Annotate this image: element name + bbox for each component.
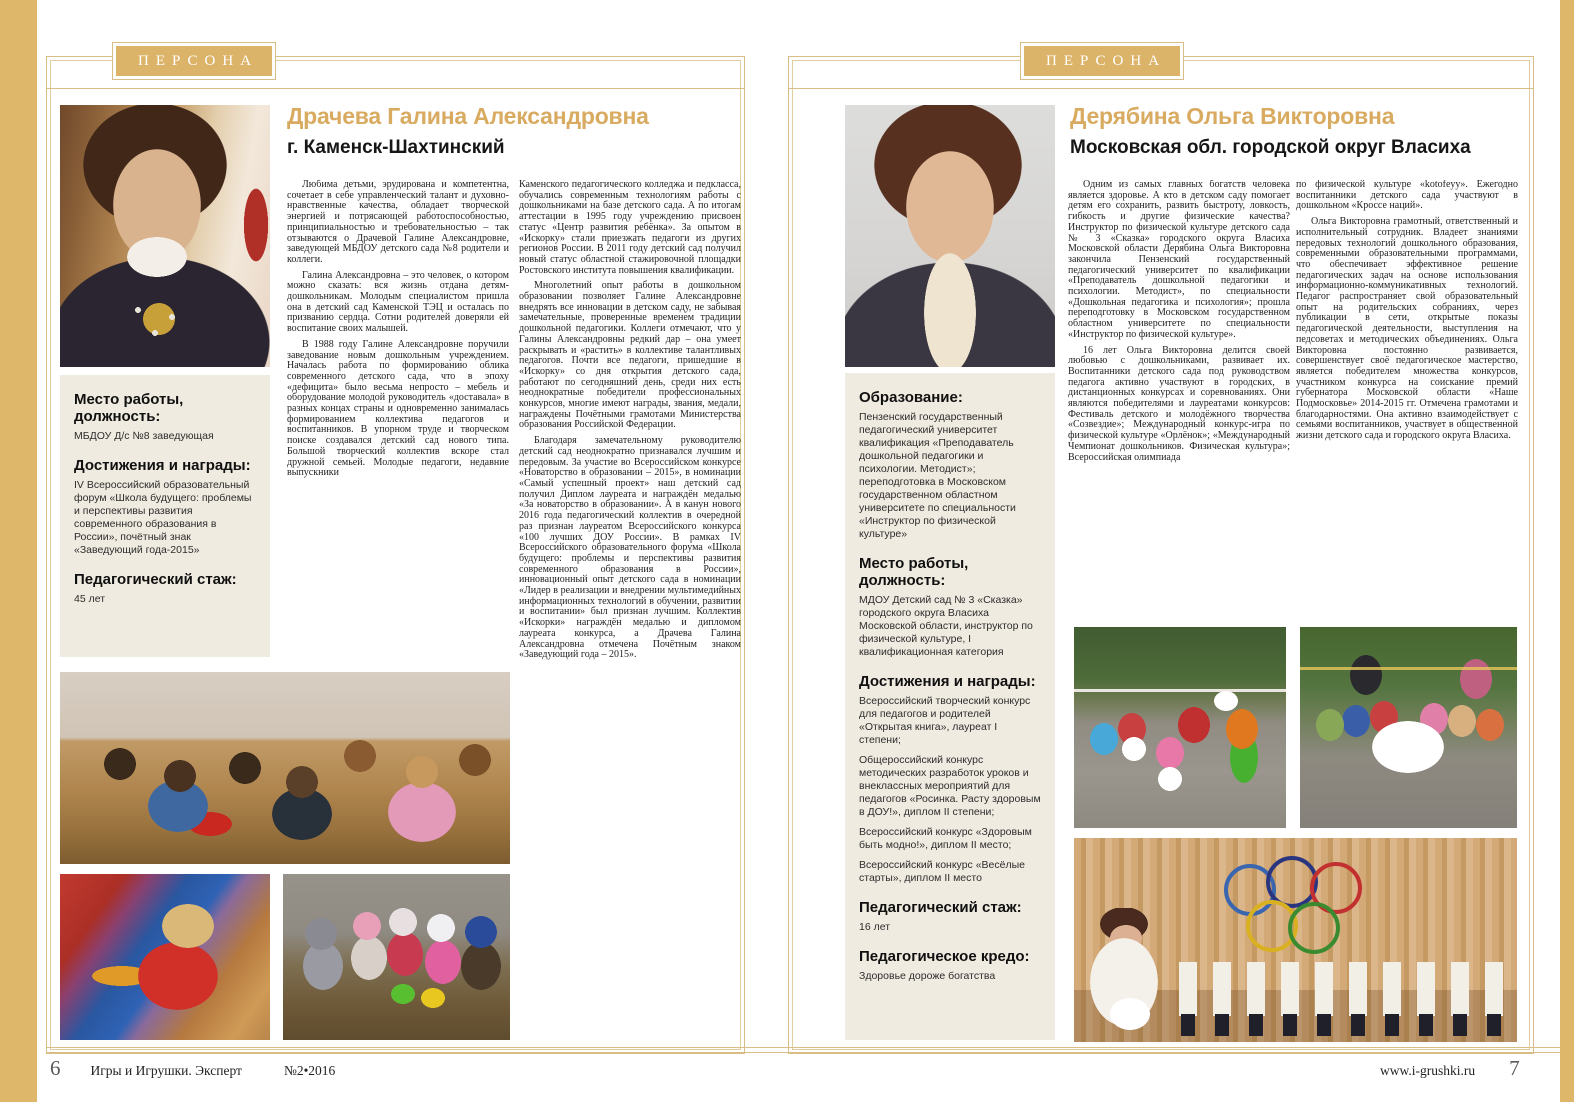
photo-boy-puzzle: [60, 874, 270, 1040]
portrait-photo-drachyova: [60, 105, 270, 367]
info-sidebar-right: [845, 373, 1055, 1040]
sidebar-heading-education: Образование:: [859, 389, 963, 406]
sidebar-award-item: Всероссийский творческий конкурс для педагогов и родителей «Открытая книга», лауреат I степени;: [859, 695, 1031, 746]
footer-rule: [46, 1047, 1560, 1053]
photo-children-classroom: [60, 672, 510, 864]
photo-cross-country-run: [1074, 627, 1286, 828]
section-badge-left: [112, 42, 276, 80]
header-rule-left: [46, 88, 744, 89]
section-badge-label: ПЕРСОНА: [1024, 46, 1180, 76]
website-url: www.i-grushki.ru: [1380, 1063, 1476, 1078]
info-sidebar-left: [60, 375, 270, 657]
body-paragraph: по физической культуре «kotofeyy». Ежегодно воспитанники детского сада участвуют в дошкольном «Кроссе наций».: [1296, 180, 1518, 212]
portrait-photo-deryabina: [845, 105, 1055, 367]
sidebar-value-work: МБДОУ Д/с №8 заведующая: [74, 430, 214, 442]
body-paragraph: Галина Александровна – это человек, о котором можно сказать: вся жизнь отдана детям-дошкольникам. Молодым специалистом пришла она в детский сад Каменской ТЭЦ и осталась по призванию сердца. Сотни родителей доверяли ей воспитание своих малышей.: [287, 269, 509, 335]
body-paragraph: В 1988 году Галине Александровне поручили заведование новым дошкольным учреждением. Началась работа по формированию облика современного детского сада, что в эпоху «дефицита» было весьма непросто – мебель и оборудование молодой руководитель «доставала» в разных концах страны и одновременно занималась формированием коллектива педагогов и воспитанников. В упорном труде и творческом поиске создавался детский сад нового типа. Большой творческий коллектив вскоре стал дружной семьей. Молодые педагоги, недавние выпускники: [287, 338, 509, 479]
sidebar-heading-experience: Педагогический стаж:: [74, 571, 237, 588]
sidebar-award-item: Всероссийский конкурс «Здоровым быть модно!», диплом II место;: [859, 826, 1032, 851]
children-row-shape: [1170, 962, 1509, 1016]
sidebar-value-work: МДОУ Детский сад № 3 «Сказка» городского округа Власиха Московской области, инструктор по физической культуре, I квалификационная категория: [859, 594, 1033, 658]
photo-gym-performance: [1074, 838, 1517, 1042]
person-location-left: г. Каменск-Шахтинский: [287, 137, 505, 158]
section-badge-right: [1020, 42, 1184, 80]
article-column: [287, 180, 509, 682]
footer-right: [1380, 1056, 1520, 1081]
photo-children-sandbox: [283, 874, 510, 1040]
article-column: [1068, 180, 1290, 622]
page-number-right: 7: [1509, 1056, 1520, 1080]
sidebar-heading-work: Место работы, должность:: [859, 555, 969, 589]
sidebar-heading-awards: Достижения и награды:: [859, 673, 1036, 690]
section-badge-label: ПЕРСОНА: [116, 46, 272, 76]
person-name-left: Драчева Галина Александровна: [287, 103, 649, 129]
person-name-right: Дерябина Ольга Викторовна: [1070, 103, 1395, 129]
olympic-rings: [1224, 856, 1404, 952]
article-column: [1296, 180, 1518, 622]
ring-green: [1288, 902, 1340, 954]
right-gold-band: [1560, 0, 1574, 1102]
body-paragraph: Любима детьми, эрудирована и компетентна, сочетает в себе управленческий талант и духовно-нравственные качества, обладает творческой энергией и потрясающей работоспособностью, принципиальностью и требовательностью – так отзываются о Драчевой Галине Александровне, заведующей МБДОУ детского сада №8 родители и коллеги.: [287, 180, 509, 265]
sidebar-award-item: Общероссийский конкурс методических разработок уроков и внеклассных мероприятий для педагогов «Росинка. Расту здоровым в ДОУ!», диплом II степени;: [859, 754, 1041, 818]
photo-group-with-sign: [1300, 627, 1517, 828]
sidebar-award-item: Всероссийский конкурс «Весёлые старты», диплом II место: [859, 859, 1025, 884]
sidebar-heading-work: Место работы, должность:: [74, 391, 184, 425]
sidebar-value-education: Пензенский государственный педагогический университет квалификация «Преподаватель дошкольной педагогики и психологии. Методист»; переподготовка в Московском государственном областном университете по специальности «Инструктор по физической культуре»: [859, 411, 1016, 540]
article-column: [519, 180, 741, 1044]
sidebar-heading-credo: Педагогическое кредо:: [859, 948, 1030, 965]
header-rule-right: [788, 88, 1533, 89]
sidebar-value-credo: Здоровье дороже богатства: [859, 970, 996, 982]
body-paragraph: Благодаря замечательному руководителю детский сад неоднократно признавался лучшим и передовым. За участие во Всероссийском конкурсе «Новаторство в образовании – 2015», в номинации «Самый успешный проект» наш детский сад получил Диплом лауреата и награждён медалью «За новаторство в образовании». А в канун нового 2016 года педагогический коллектив в очередной раз признан лауреатом Всероссийского конкурса «100 лучших ДОУ России». В рамках IV Всероссийского образовательного форума «Школа будущего: проблемы и перспективы развития современного образования в России», инновационный опыт детского сада в номинации «Лидер в реализации и внедрении мультимедийных информационных технологий в обучении, развитии и воспитании» был признан лучшим. Коллектив «Искорки» награждён медалью и дипломом лауреата конкурса, а Драчева Галина Александровна отмечена Почётным знаком «Заведующий года – 2015».: [519, 435, 741, 661]
journal-title: Игры и Игрушки. Эксперт: [90, 1063, 242, 1078]
sidebar-heading-experience: Педагогический стаж:: [859, 899, 1022, 916]
body-paragraph: Каменского педагогического колледжа и педкласса, обучались современным технологиям работы с дошкольниками на базе детского сада. А по итогам аттестации в 1995 году учреждению присвоен статус «Центр развития ребёнка». За опытом в «Искорку» стали приезжать педагоги из других регионов России. В 2011 году детский сад получил новый статус областной стажировочной площадки Ростовского института повышения квалификации.: [519, 180, 741, 276]
sidebar-value-experience: 16 лет: [859, 921, 891, 933]
footer-left: [50, 1056, 335, 1081]
children-row-shape: [1170, 1014, 1509, 1036]
left-gold-band: [0, 0, 37, 1102]
instructor-figure: [1088, 908, 1164, 1042]
page-number-left: 6: [50, 1056, 61, 1080]
body-paragraph: Одним из самых главных богатств человека является здоровье. А кто в детском саду помогает детям его сохранить, развить быстроту, ловкость, гибкость и другие физические качества? Инструктор по физической культуре детского сада № 3 «Сказка» городского округа Власиха Московской области Дерябина Ольга Викторовна закончила Пензенский государственный педагогический университет по квалификации «Преподаватель дошкольной педагогики и психологии. Методист», по специальности «Дошкольная педагогика и психология»; прошла переподготовку в Московском государственном областном университете по специальности «Инструктор по физической культуре».: [1068, 180, 1290, 340]
body-paragraph: Ольга Викторовна грамотный, ответственный и исполнительный сотрудник. Владеет знаниями передовых технологий дошкольного образования, современными образовательными программами, что обеспечивает эффективное решение педагогических задач на основе использования информационно-коммуникативных технологий. Педагог распространяет свой образовательный опыт на родительских собраниях, через публикации в сети, открытые показы педагогической деятельности, выступления на педсоветах и методических объединениях. Ольга Викторовна постоянно развивается, совершенствует своё педагогическое мастерство, является победителем множества конкурсов, участником конкурса на соискание премий губернатора Московской области «Наше Подмосковье» 2014-2015 гг. Отмечена грамотами и благодарностями. Она активно взаимодействует с семьями воспитанников, участвует в общественной жизни детского сада и городского округа Власиха.: [1296, 216, 1518, 442]
body-paragraph: 16 лет Ольга Викторовна делится своей любовью с дошкольниками, развивает их. Воспитанники детского сада под руководством педагога активно участвуют в городских, в дистанционных конкурсах и соревнованиях. Они являются победителями и лауреатами конкурсов: Фестиваль детского и молодёжного творчества «Созвездие»; Международный конкурс-игра по физической культуре «Орлёнок»; «Международный Чемпионат дошкольников. Физическая культура»; Всероссийская олимпиада: [1068, 344, 1290, 463]
person-location-right: Московская обл. городской округ Власиха: [1070, 137, 1471, 158]
sidebar-value-experience: 45 лет: [74, 593, 106, 605]
body-paragraph: Многолетний опыт работы в дошкольном образовании позволяет Галине Александровне внедрять все инновации в детском саду, не забывая замечательные, проверенные временем традиции дошкольной педагогики. Коллеги отмечают, что у Галины Александровны редкий дар – она умеет раскрывать и «растить» в коллективе талантливых педагогов. Почти все педагоги, пришедшие в «Искорку» со дня открытия детского сада, работают по сегодняшний день, среди них есть неоднократные победители профессиональных конкурсов, многие имеют награды, звания, медали, награждены Почётными грамотами Министерства образования Российской Федерации.: [519, 280, 741, 431]
sidebar-heading-awards: Достижения и награды:: [74, 457, 251, 474]
sidebar-value-awards: IV Всероссийский образовательный форум «Школа будущего: проблемы и перспективы развития современного образования в России», почётный знак «Заведующий года-2015»: [74, 479, 252, 556]
issue-number: №2•2016: [283, 1063, 336, 1078]
